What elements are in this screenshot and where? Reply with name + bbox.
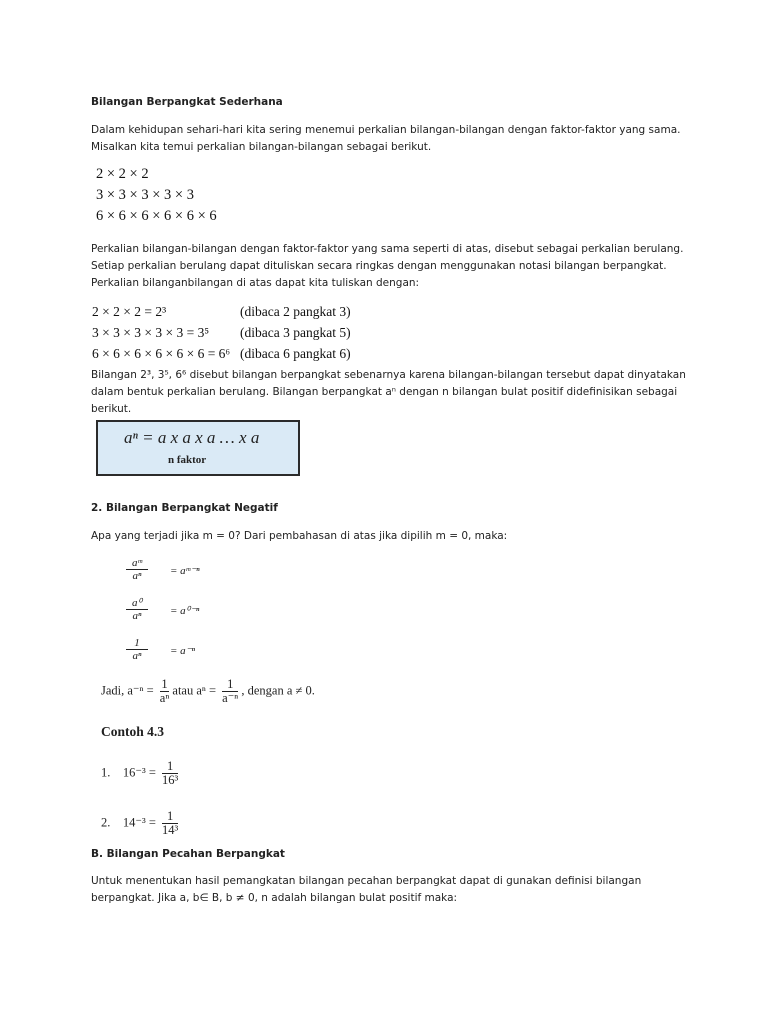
fraction-result: = a⁰⁻ⁿ	[170, 605, 200, 617]
conclusion-suffix: , dengan a ≠ 0.	[241, 683, 315, 698]
conclusion-prefix: Jadi, a⁻ⁿ =	[101, 683, 154, 698]
fraction-denominator: 16³	[162, 773, 179, 787]
fraction-numerator: 1	[222, 678, 238, 692]
fraction	[126, 557, 148, 582]
power-reading: (dibaca 2 pangkat 3)	[240, 304, 351, 319]
product-expression: 2 × 2 × 2	[96, 166, 149, 182]
fraction-denominator: aⁿ	[132, 610, 142, 622]
section-title-sederhana: Bilangan Berpangkat Sederhana	[91, 96, 283, 108]
paragraph-line: berpangkat. Jika a, b∈ B, b ≠ 0, n adalah bilangan bulat positif maka:	[91, 892, 458, 904]
paragraph-line: Perkalian bilanganbilangan di atas dapat kita tuliskan dengan:	[91, 277, 420, 289]
paragraph-line: Setiap perkalian berulang dapat dituliskan secara ringkas dengan menggunakan notasi bilangan berpangkat.	[91, 260, 667, 272]
fraction-denominator: a⁻ⁿ	[222, 691, 239, 705]
paragraph-line: Perkalian bilangan-bilangan dengan faktor-faktor yang sama seperti di atas, disebut sebagai perkalian berulang.	[91, 243, 684, 255]
fraction-denominator: aⁿ	[132, 650, 142, 662]
example-lhs: 14⁻³ =	[122, 815, 156, 830]
example-item	[101, 810, 178, 837]
example-lhs: 16⁻³ =	[122, 765, 156, 780]
example-number: 1.	[101, 765, 111, 780]
fraction-result: = a⁻ⁿ	[170, 645, 195, 657]
power-expression: 3 × 3 × 3 × 3 × 3 = 3⁵	[92, 325, 210, 340]
product-expression: 3 × 3 × 3 × 3 × 3	[96, 187, 194, 203]
definition-formula: aⁿ = a x a x a … x a	[124, 428, 260, 447]
conclusion-formula	[101, 678, 315, 705]
fraction-numerator: 1	[161, 677, 168, 691]
power-reading: (dibaca 3 pangkat 5)	[240, 325, 351, 340]
fraction	[126, 597, 148, 622]
power-reading: (dibaca 6 pangkat 6)	[240, 346, 351, 361]
example-number: 2.	[101, 815, 111, 830]
fraction-denominator: aⁿ	[132, 570, 142, 582]
fraction	[126, 637, 148, 662]
paragraph-line: Apa yang terjadi jika m = 0? Dari pembahasan di atas jika dipilih m = 0, maka:	[91, 530, 508, 542]
definition-subscript: n faktor	[168, 454, 207, 466]
conclusion-middle: atau aⁿ =	[172, 683, 217, 698]
paragraph-line: dalam bentuk perkalian berulang. Bilangan berpangkat aⁿ dengan n bilangan bulat positif didefinisikan sebagai	[91, 386, 678, 398]
conclusion-fraction	[157, 678, 170, 705]
example-item	[101, 760, 178, 787]
fraction-numerator: 1	[162, 760, 178, 774]
definition-box	[96, 420, 300, 476]
section-title-pecahan: B. Bilangan Pecahan Berpangkat	[91, 848, 285, 860]
fraction-denominator: aⁿ	[159, 691, 170, 705]
paragraph-line: Bilangan 2³, 3⁵, 6⁶ disebut bilangan berpangkat sebenarnya karena bilangan-bilangan tersebut dapat dinyatakan	[91, 369, 686, 381]
fraction-denominator: 14³	[162, 823, 179, 837]
conclusion-fraction	[219, 678, 238, 705]
fraction-numerator: a⁰	[126, 597, 148, 610]
paragraph-line: berikut.	[91, 403, 132, 415]
fraction-numerator: aᵐ	[126, 557, 148, 570]
power-expression: 2 × 2 × 2 = 2³	[92, 304, 167, 319]
fraction-numerator: 1	[162, 810, 178, 824]
power-expression: 6 × 6 × 6 × 6 × 6 × 6 = 6⁶	[92, 346, 231, 361]
fraction-numerator: 1	[126, 637, 148, 650]
example-heading: Contoh 4.3	[101, 724, 165, 739]
paragraph-line: Untuk menentukan hasil pemangkatan bilangan pecahan berpangkat dapat di gunakan definisi bilangan	[91, 875, 642, 887]
fraction-result: = aᵐ⁻ⁿ	[170, 565, 200, 577]
paragraph-line: Dalam kehidupan sehari-hari kita sering menemui perkalian bilangan-bilangan dengan faktor-faktor yang sama.	[91, 124, 681, 136]
paragraph-line: Misalkan kita temui perkalian bilangan-bilangan sebagai berikut.	[91, 141, 432, 153]
section-title-negatif: 2. Bilangan Berpangkat Negatif	[91, 502, 278, 514]
product-expression: 6 × 6 × 6 × 6 × 6 × 6	[96, 208, 217, 224]
